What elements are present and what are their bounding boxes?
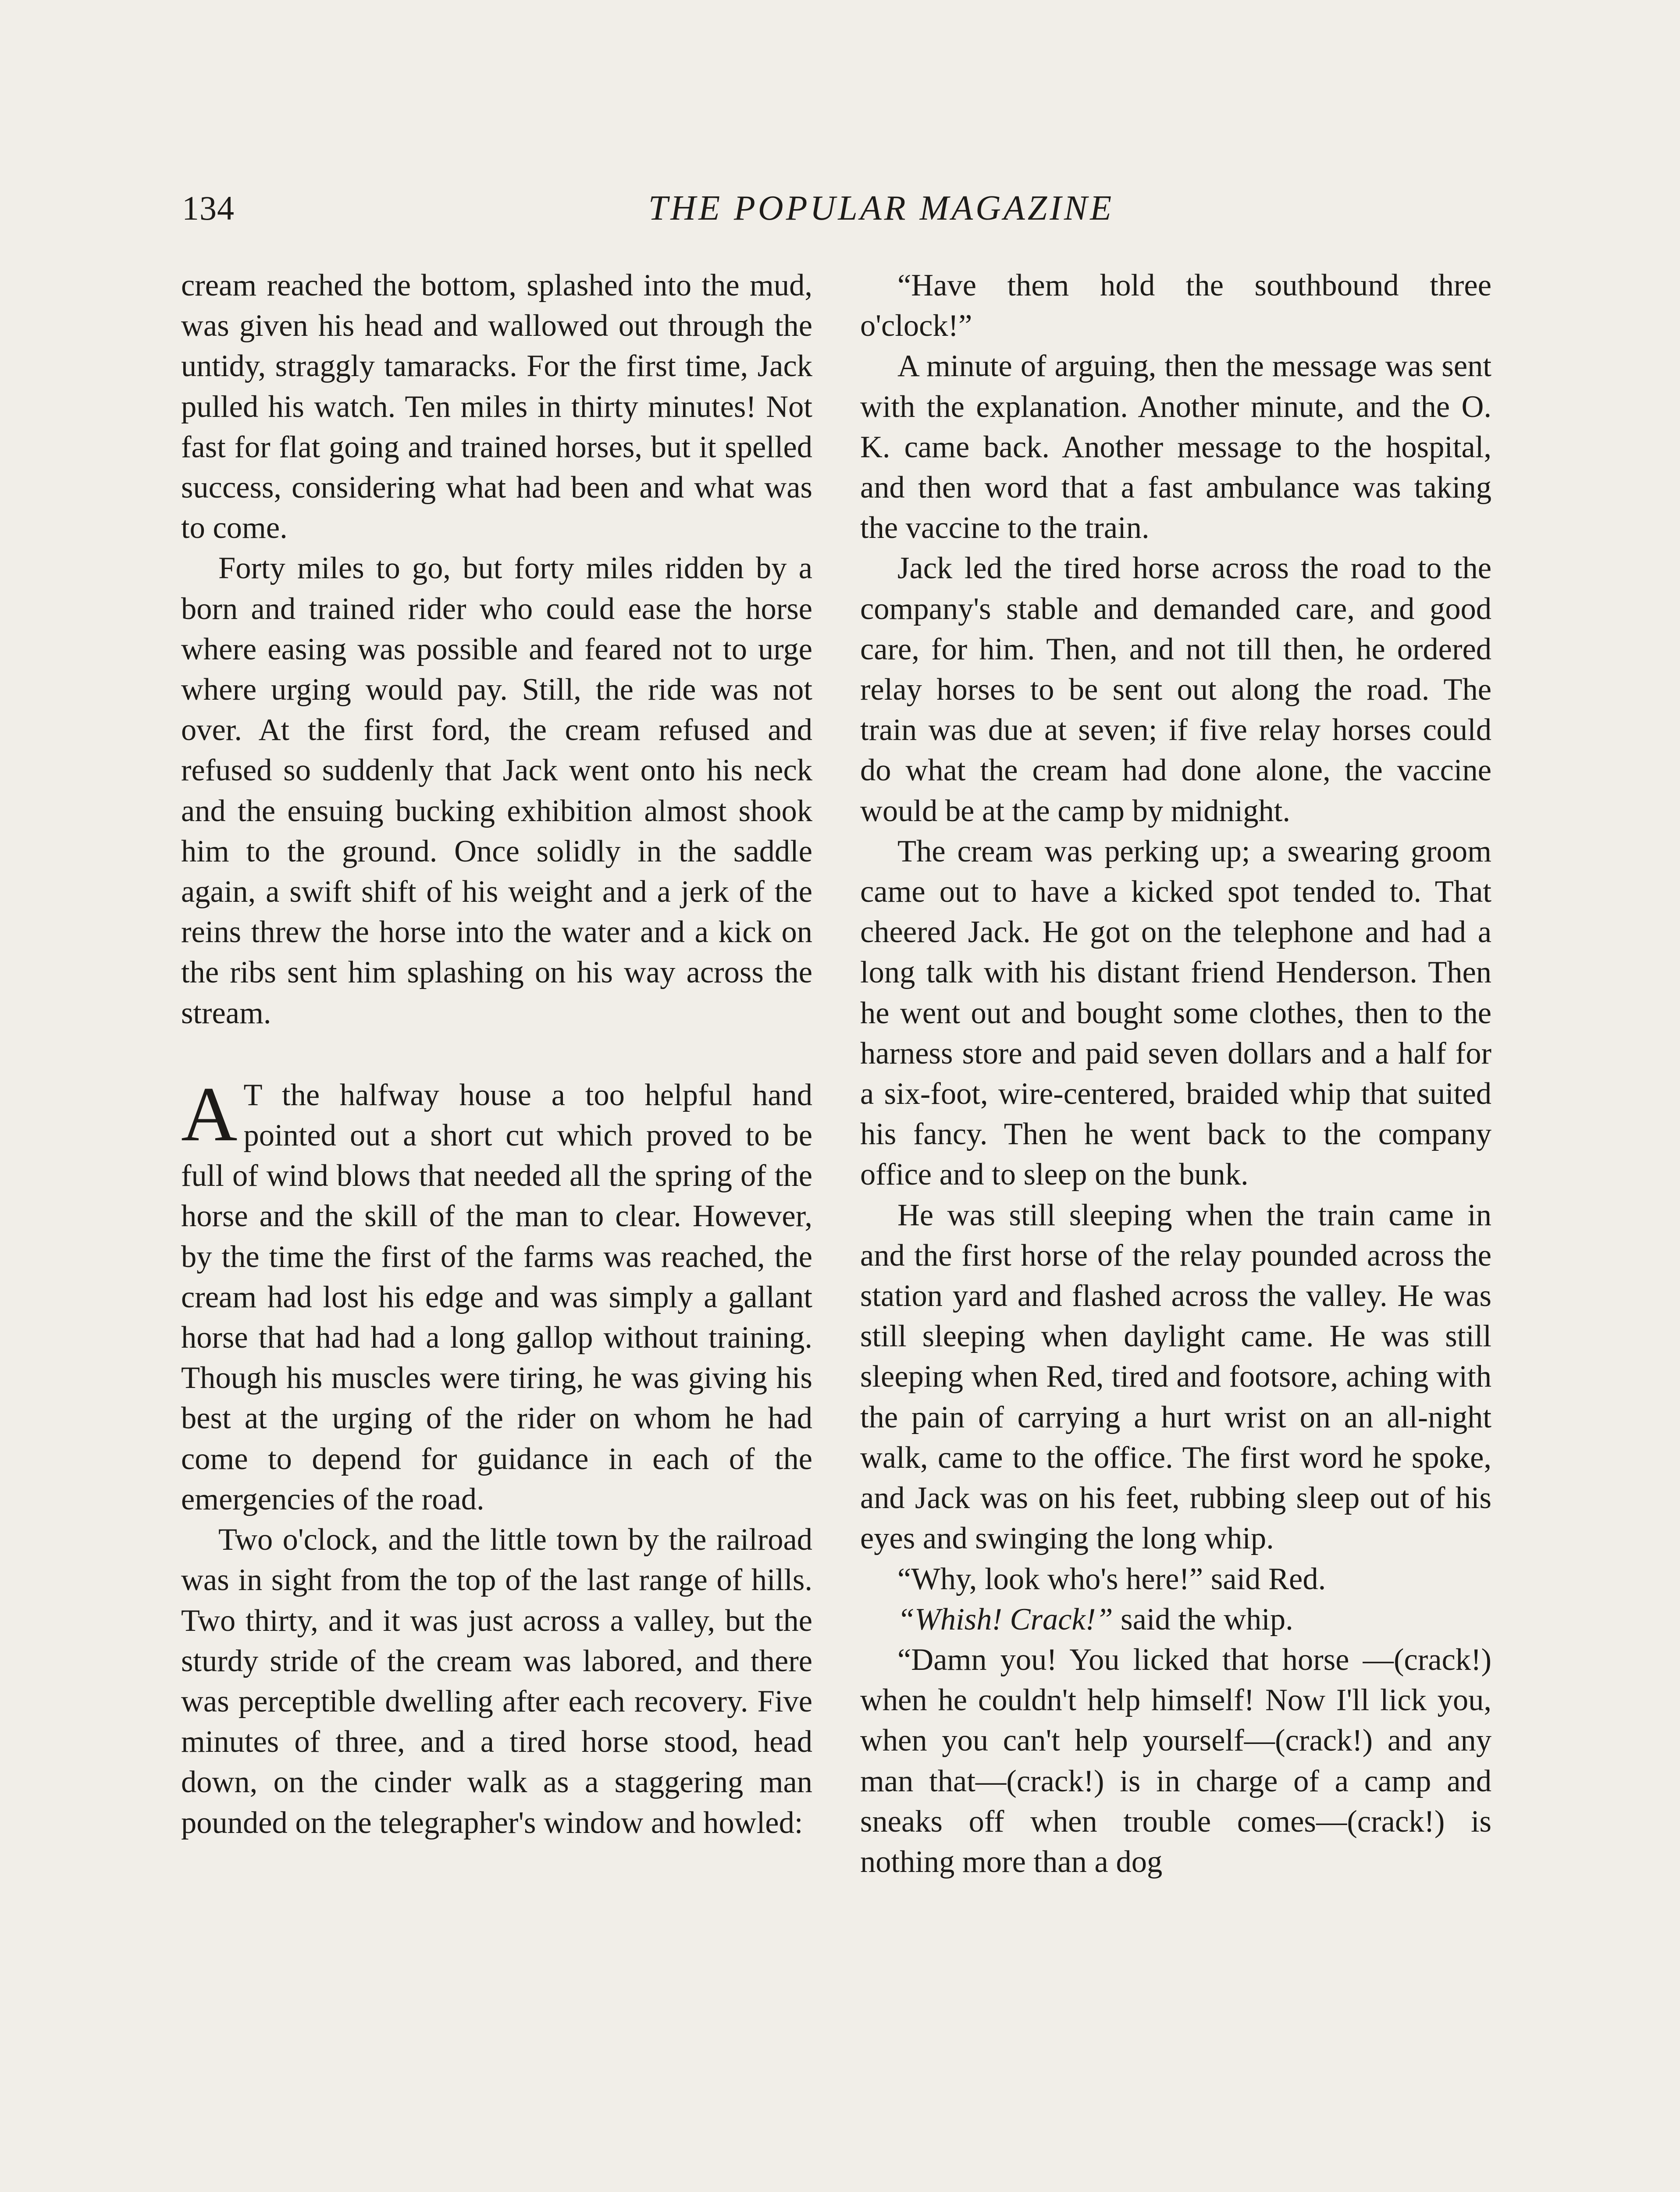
paragraph: The cream was perking up; a swearing groom came out to have a kicked spot tended to. That cheered Jack. He got on the telephone and had a long talk with his distant friend Henderson. Then he went out and bought some clothes, then to the harness store and paid seven dollars and a half for a six-foot, wire-centered, braided whip that suited his fancy. Then he went back to the company office and to sleep on the bunk. bbox=[860, 834, 1491, 1192]
paragraph: cream reached the bottom, splashed into the mud, was given his head and wallowed out through the untidy, straggly tamaracks. For the first time, Jack pulled his watch. Ten miles in thirty minutes! Not fast for flat going and trained horses, but it spelled success, considering what had been and what was to come. bbox=[181, 268, 812, 545]
right-column bbox=[860, 265, 1491, 1882]
paragraph: Two o'clock, and the little town by the railroad was in sight from the top of the last range of hills. Two thirty, and it was just across a valley, but the sturdy stride of the cream was labored, and there was perceptible dwelling after each recovery. Five minutes of three, and a tired horse stood, head down, on the cinder walk as a staggering man pounded on the telegrapher's window and howled: bbox=[181, 1523, 812, 1840]
paragraph-text: T the halfway house a too helpful hand pointed out a short cut which proved to be full of wind blows that needed all the spring of the horse and the skill of the man to clear. However, by the time the first of the farms was reached, the cream had lost his edge and was simply a gallant horse that had had a long gallop without training. Though his muscles were tiring, he was giving his best at the urging of the rider on whom he had come to depend for guidance in each of the emergencies of the road. bbox=[181, 1078, 812, 1516]
italic-sound-effect: “Whish! Crack!” bbox=[897, 1602, 1113, 1637]
page-number: 134 bbox=[182, 189, 235, 227]
paragraph: Forty miles to go, but forty miles ridden by a born and trained rider who could ease the horse where easing was possible and feared not to urge where urging would pay. Still, the ride was not over. At the first ford, the cream refused and refused so suddenly that Jack went onto his neck and the ensuing bucking exhibition almost shook him to the ground. Once solidly in the saddle again, a swift shift of his weight and a jerk of the reins threw the horse into the water and a kick on the ribs sent him splashing on his way across the stream. bbox=[181, 551, 812, 1030]
paragraph: He was still sleeping when the train came in and the first horse of the relay pounded across the station yard and flashed across the valley. He was still sleeping when daylight came. He was still sleeping when Red, tired and footsore, aching with the pain of carrying a hurt wrist on an all-night walk, came to the office. The first word he spoke, and Jack was on his feet, rubbing sleep out of his eyes and swinging the long whip. bbox=[860, 1198, 1491, 1556]
dropcap-paragraph bbox=[181, 1070, 812, 1519]
running-head bbox=[182, 184, 1506, 246]
paragraph-text: said the whip. bbox=[1113, 1602, 1293, 1637]
paragraph bbox=[860, 1599, 1491, 1640]
paragraph: “Why, look who's here!” said Red. bbox=[897, 1562, 1326, 1596]
paragraph: Jack led the tired horse across the road to the company's stable and demanded care, and good care, for him. Then, and not till then, he ordered relay horses to be sent out along the road. The train was due at seven; if five relay horses could do what the cream had done alone, the vaccine would be at the camp by midnight. bbox=[860, 551, 1491, 828]
paragraph: “Damn you! You licked that horse —(crack!) when he couldn't help himself! Now I'll lick you, when you can't help yourself—(crack!) and any man that—(crack!) is in charge of a camp and sneaks off when trouble comes—(crack!) is nothing more than a dog bbox=[860, 1642, 1491, 1879]
left-column bbox=[181, 265, 812, 1843]
paragraph: A minute of arguing, then the message was sent with the explanation. Another minute, and the O. K. came back. Another message to the hospital, and then word that a fast ambulance was taking the vaccine to the train. bbox=[860, 349, 1491, 545]
section-break bbox=[181, 1033, 812, 1075]
drop-cap: A bbox=[181, 1070, 238, 1157]
magazine-title: THE POPULAR MAGAZINE bbox=[648, 189, 1114, 228]
paragraph: “Have them hold the southbound three o'clock!” bbox=[860, 268, 1491, 343]
